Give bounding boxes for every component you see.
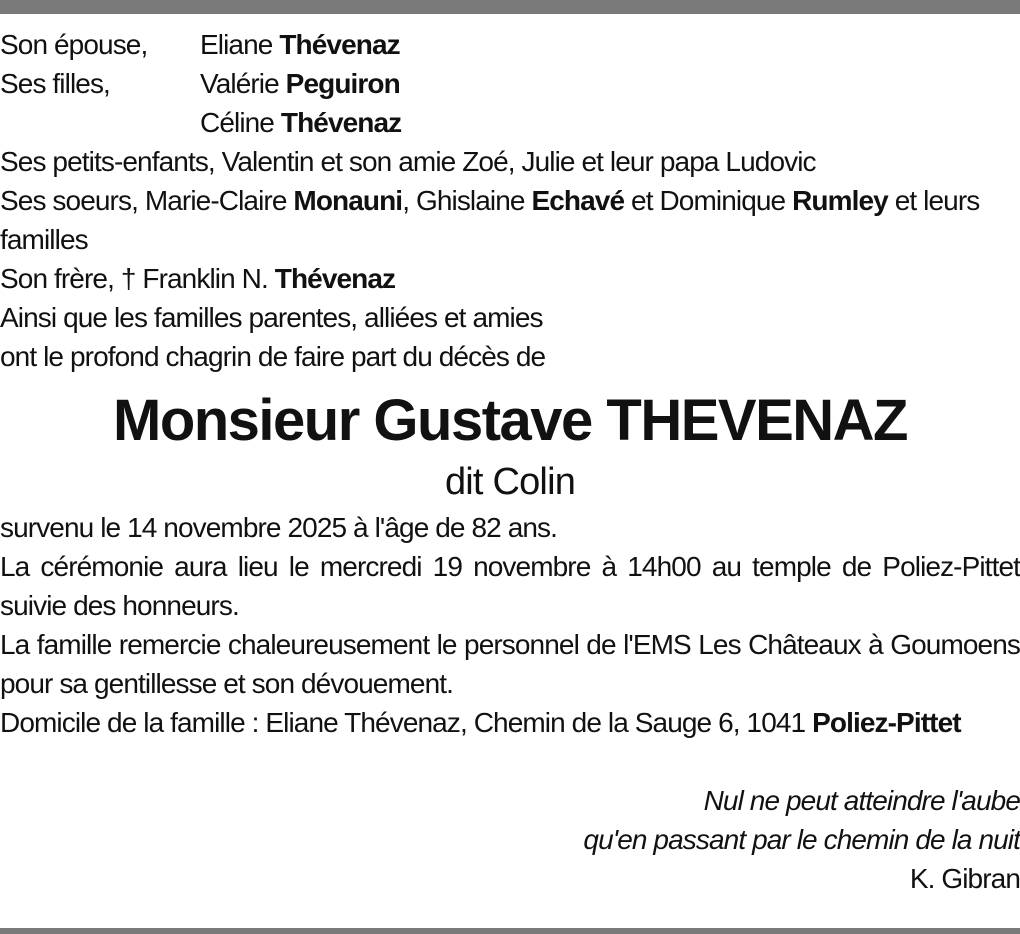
spouse-label: Son épouse,	[0, 29, 148, 60]
sisters-line: Ses soeurs, Marie-Claire Monauni, Ghislaine Echavé et Dominique Rumley et leurs familles	[0, 185, 980, 255]
bottom-rule	[0, 928, 1020, 934]
deceased-nickname: dit Colin	[444, 461, 576, 503]
domicile-line: Domicile de la famille : Eliane Thévenaz, Chemin de la Sauge 6, 1041 Poliez-Pittet	[0, 707, 961, 738]
spouse-line	[0, 25, 1020, 64]
thanks-paragraph: La famille remercie chaleureusement le personnel de l'EMS Les Châteaux à Goumoens pour sa gentillesse et son dévouement.	[0, 629, 1020, 699]
announce-line: ont le profond chagrin de faire part du décès de	[0, 341, 546, 372]
quote-line-2: qu'en passant par le chemin de la nuit	[583, 824, 1020, 855]
relatives-line: Ainsi que les familles parentes, alliées et amies	[0, 302, 543, 333]
ceremony-paragraph: La cérémonie aura lieu le mercredi 19 novembre à 14h00 au temple de Poliez-Pittet suivie des honneurs.	[0, 551, 1020, 621]
deceased-name: Monsieur Gustave THEVENAZ	[113, 388, 907, 453]
quote-line-1: Nul ne peut atteindre l'aube	[703, 785, 1020, 816]
daughter2-line	[0, 103, 1020, 142]
brother-line: Son frère, † Franklin N. Thévenaz	[0, 263, 396, 294]
grandchildren-line: Ses petits-enfants, Valentin et son amie Zoé, Julie et leur papa Ludovic	[0, 146, 816, 177]
daughters-line	[0, 64, 1020, 103]
death-date-line: survenu le 14 novembre 2025 à l'âge de 82 ans.	[0, 512, 558, 543]
daughter2-name: Céline Thévenaz	[200, 107, 402, 138]
top-rule	[0, 0, 1020, 14]
quote-author: K. Gibran	[909, 863, 1020, 894]
daughters-label: Ses filles,	[0, 68, 110, 99]
obituary-notice	[0, 25, 1020, 898]
spouse-name: Eliane Thévenaz	[200, 29, 400, 60]
daughter1-name: Valérie Peguiron	[200, 68, 400, 99]
